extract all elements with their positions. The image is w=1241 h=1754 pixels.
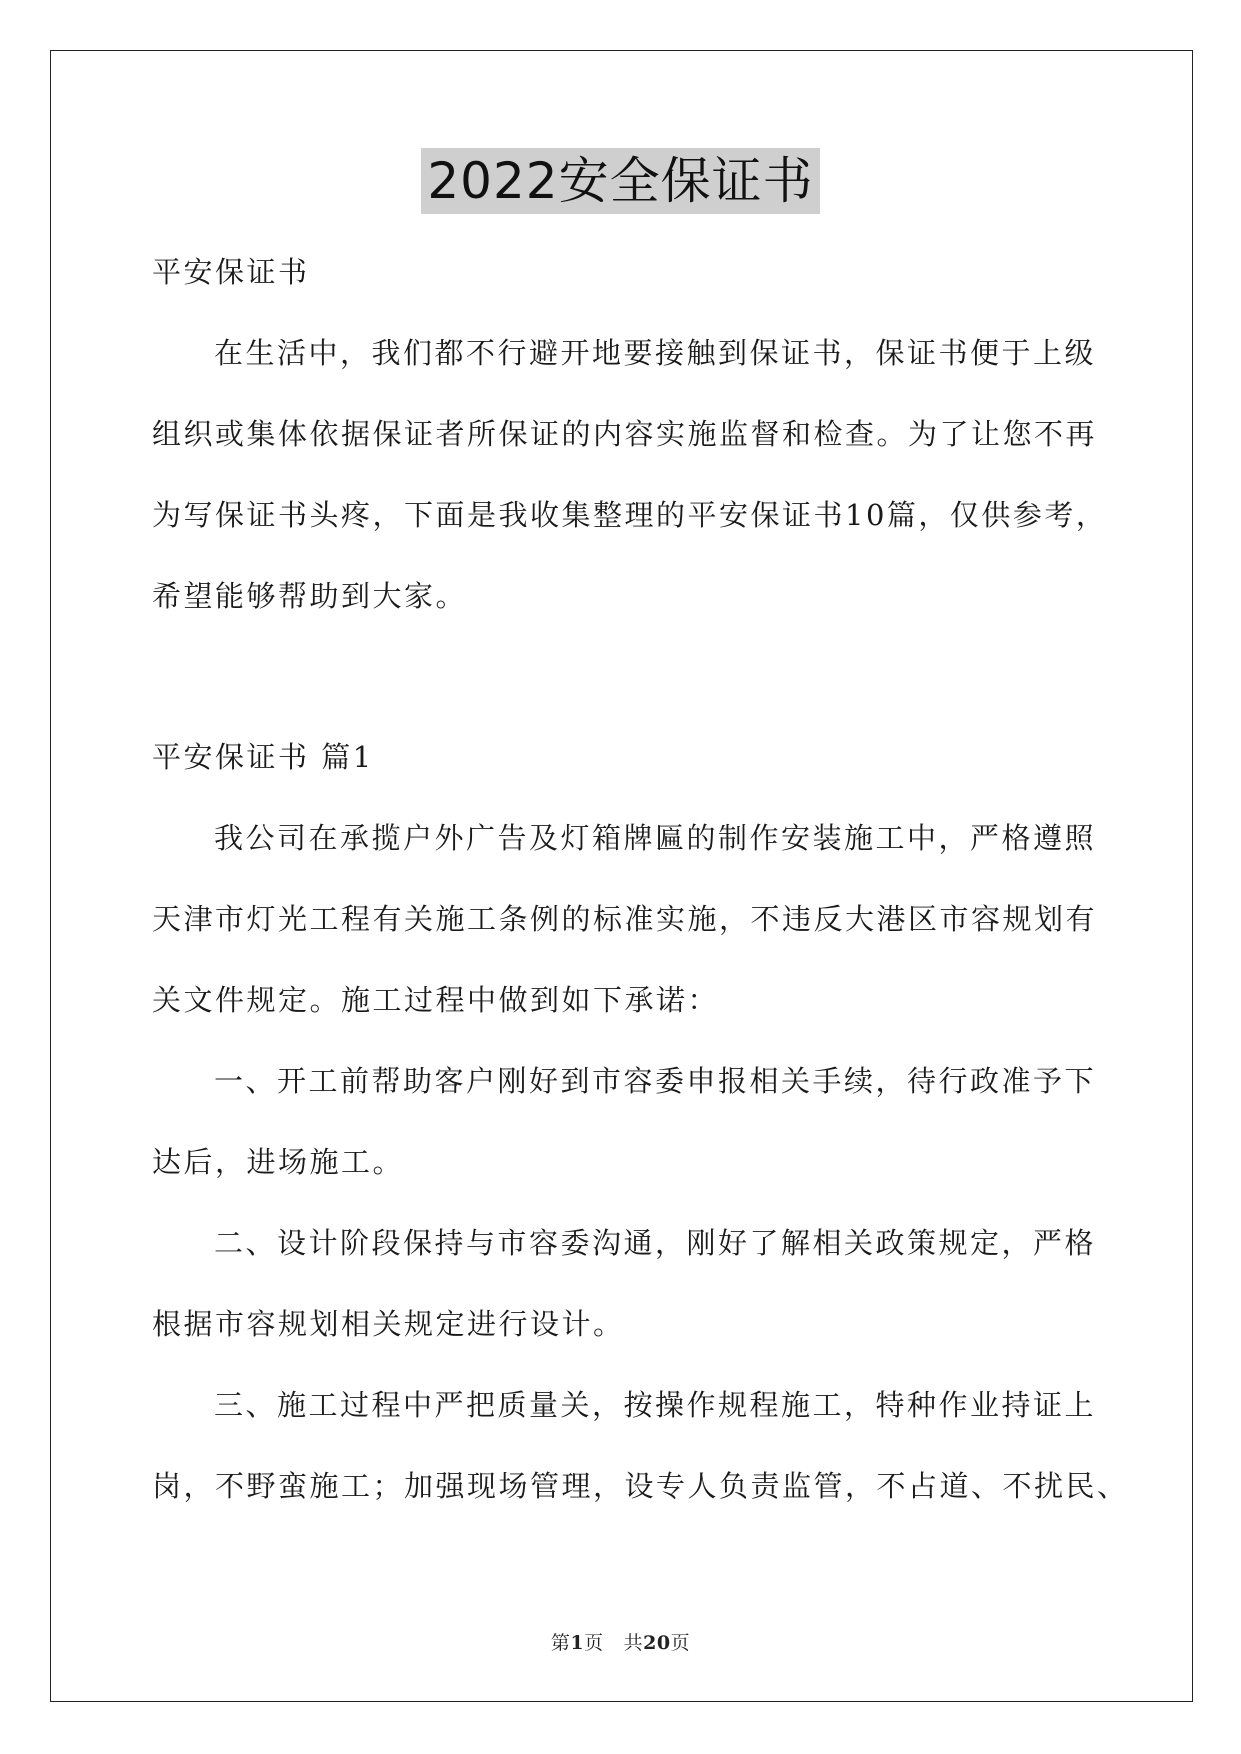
- paragraph-line: 组织或集体依据保证者所保证的内容实施监督和检查。为了让您不再: [152, 417, 1098, 451]
- section-heading: 平安保证书: [152, 255, 310, 289]
- paragraph-line: 达后，进场施工。: [152, 1145, 405, 1179]
- section-heading: 平安保证书 篇1: [152, 740, 374, 774]
- paragraph-line: 岗，不野蛮施工；加强现场管理，设专人负责监管，不占道、不扰民、: [152, 1469, 1129, 1503]
- paragraph-line: 希望能够帮助到大家。: [152, 579, 468, 613]
- page-suffix: 页: [584, 1632, 604, 1654]
- paragraph-line: 一、开工前帮助客户刚好到市容委申报相关手续，待行政准予下: [214, 1064, 1097, 1098]
- document-body: [152, 232, 1129, 1527]
- page-current: 1: [570, 1632, 585, 1654]
- page-prefix: 第: [550, 1632, 571, 1654]
- paragraph-line: 天津市灯光工程有关施工条例的标准实施，不违反大港区市容规划有: [152, 902, 1098, 936]
- paragraph-line: 三、施工过程中严把质量关，按操作规程施工，特种作业持证上: [214, 1388, 1097, 1422]
- page-footer: [0, 1628, 1241, 1655]
- paragraph-line: 我公司在承揽户外广告及灯箱牌匾的制作安装施工中，严格遵照: [214, 821, 1097, 855]
- total-suffix: 页: [670, 1632, 691, 1654]
- title-container: [0, 148, 1241, 214]
- paragraph-line: 二、设计阶段保持与市容委沟通，刚好了解相关政策规定，严格: [214, 1226, 1097, 1260]
- page-total: 20: [643, 1632, 671, 1654]
- total-prefix: 共: [623, 1632, 644, 1654]
- paragraph-line: 在生活中，我们都不行避开地要接触到保证书，保证书便于上级: [214, 336, 1097, 370]
- paragraph-line: 根据市容规划相关规定进行设计。: [152, 1307, 625, 1341]
- paragraph-line: 关文件规定。施工过程中做到如下承诺：: [152, 983, 720, 1017]
- paragraph-line: 为写保证书头疼，下面是我收集整理的平安保证书10篇，仅供参考，: [152, 498, 1108, 532]
- spacer: [152, 637, 1097, 717]
- document-title: 2022安全保证书: [421, 148, 819, 214]
